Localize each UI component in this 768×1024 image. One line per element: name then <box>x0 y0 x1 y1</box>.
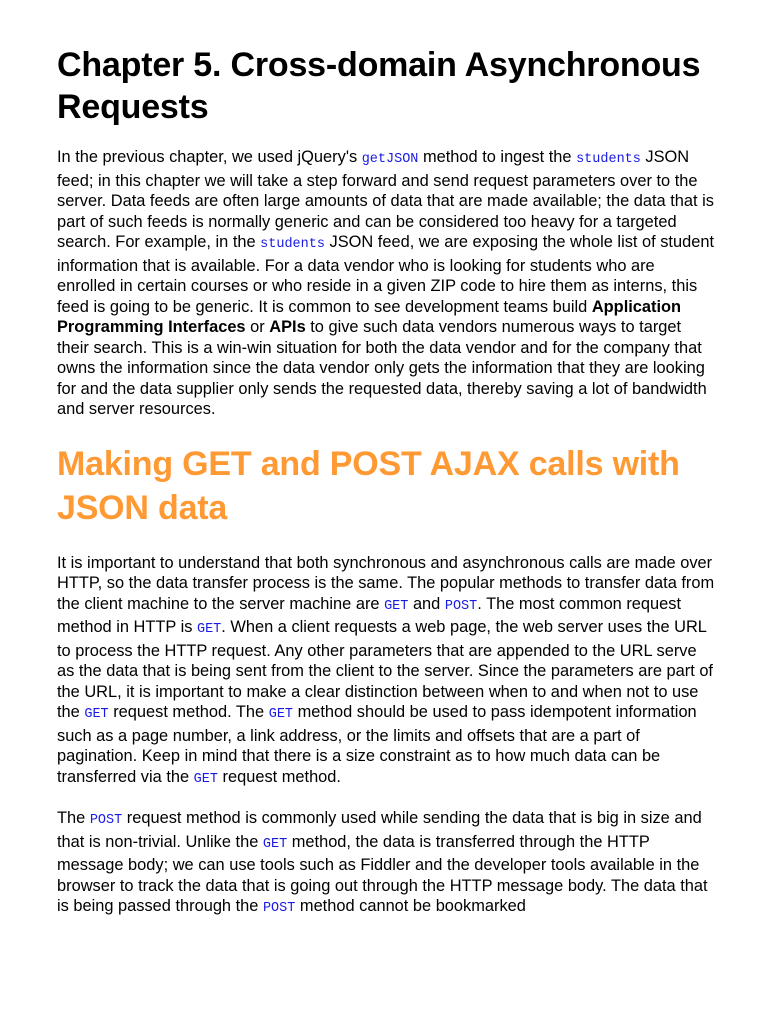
intro-paragraph <box>57 147 716 420</box>
post-method-paragraph <box>57 808 716 920</box>
text-run: and <box>408 594 445 613</box>
text-run: to give such data vendors numerous ways to target their search. This is a win-win situation for both the data vendor and for the company that owns the information since the data vendor only gets the information that they are looking for and the data supplier only sends the requested data, thereby saving a lot of bandwidth and server resources. <box>57 318 707 418</box>
text-run: method should be used to pass idempotent information such as a page number, a link address, or the limits and offsets that are a part of pagination. Keep in mind that there is a size constraint as to how much data can be transferred via the <box>57 703 697 786</box>
inline-code: GET <box>384 598 409 614</box>
text-run: or <box>245 318 270 336</box>
text-run: method, the data is transferred through the HTTP message body; we can use tools such as Fiddler and the developer tools available in the browser to track the data that is going out through the HTTP message body. The data that is being passed through the <box>57 832 708 915</box>
text-run: method cannot be bookmarked <box>295 897 526 915</box>
inline-code: GET <box>262 836 288 852</box>
text-run: The <box>57 809 90 827</box>
text-run: JSON feed; in this chapter we will take a step forward and send request parameters over to the server. Data feeds are often large amounts of data that are made available; the data that is part of such feeds is normally generic and can be considered too heavy for a targeted search. For example, in the <box>57 148 714 251</box>
inline-code: students <box>260 237 325 252</box>
inline-code: GET <box>84 707 109 722</box>
inline-code: students <box>576 152 641 167</box>
text-run: . When a client requests a web page, the web server uses the URL to process the HTTP request. Any other parameters that are appended to the URL serve as the data that is being sent from the client to the server. Since the parameters are part of the URL, it is important to make a clear distinction between when to and when not to use the <box>57 618 713 721</box>
text-run: . The most common request method in HTTP is <box>57 594 682 636</box>
text-run: request method. The <box>108 703 269 721</box>
inline-code: getJSON <box>361 152 419 167</box>
text-run: request method. <box>217 767 341 786</box>
inline-code: GET <box>193 771 218 787</box>
text-run: JSON feed, we are exposing the whole list of student information that is available. For a data vendor who is looking for students who are enrolled in certain courses or who reside in a given ZIP code to hire them as interns, this feed is going to be generic. It is common to see development teams build <box>57 233 715 316</box>
text-run: method to ingest the <box>418 148 577 166</box>
inline-code: GET <box>268 707 294 722</box>
text-run: request method is commonly used while sending the data that is big in size and that is non-trivial. Unlike the <box>57 809 702 851</box>
text-run: It is important to understand that both synchronous and asynchronous calls are made over HTTP, so the data transfer process is the same. The popular methods to transfer data from the client machine to the server machine are <box>57 553 715 613</box>
section-heading: Making GET and POST AJAX calls with JSON data <box>57 444 680 527</box>
get-post-paragraph <box>57 553 716 791</box>
chapter-title: Chapter 5. Cross-domain Asynchronous Requests <box>57 46 701 126</box>
bold-term: APIs <box>269 318 306 336</box>
inline-code: POST <box>89 813 123 828</box>
inline-code: POST <box>262 901 296 916</box>
text-run: In the previous chapter, we used jQuery's <box>57 148 362 166</box>
inline-code: POST <box>444 598 478 614</box>
bold-term: Application Programming Interfaces <box>57 297 682 336</box>
inline-code: GET <box>196 622 222 637</box>
